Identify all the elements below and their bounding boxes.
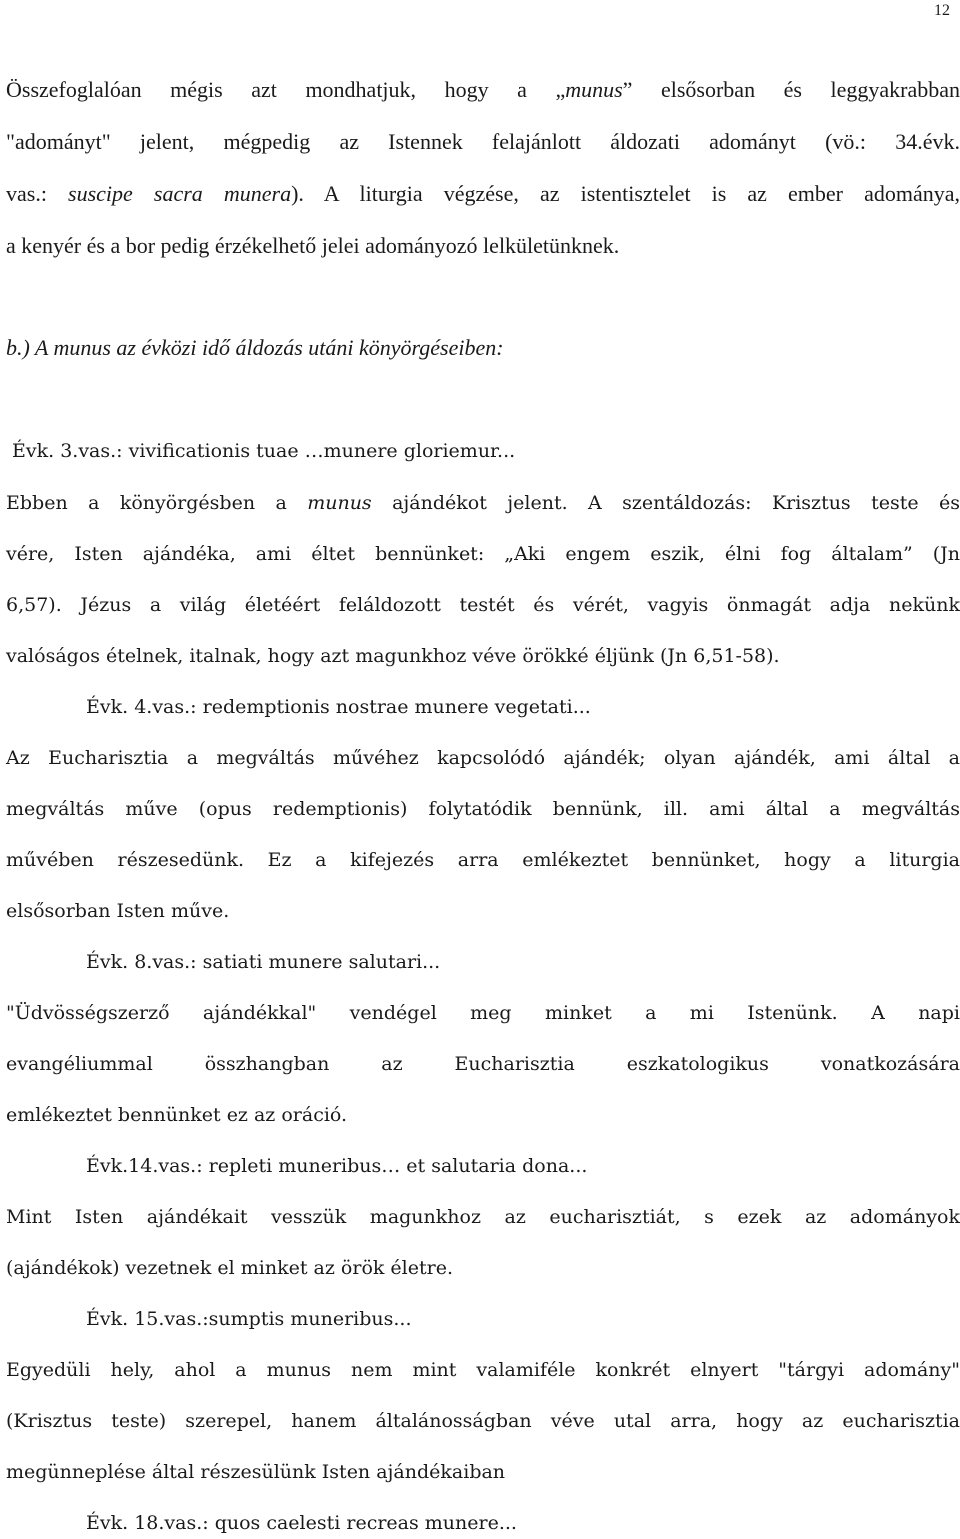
body-line: "Üdvösségszerző ajándékkal" vendégel meg minket a mi Istenünk. A napi: [6, 1002, 960, 1024]
intro-line-1: Összefoglalóan mégis azt mondhatjuk, hogy a „munus” elsősorban és leggyakrabban: [6, 77, 960, 102]
intro-line-4: a kenyér és a bor pedig érzékelhető jelei adományozó lelkületünknek.: [6, 233, 620, 258]
reference-line: Évk.14.vas.: repleti muneribus… et salutaria dona...: [86, 1155, 588, 1177]
body-line: megváltás műve (opus redemptionis) folytatódik bennünk, ill. ami által a megváltás: [6, 798, 960, 820]
body-line: (ajándékok) vezetnek el minket az örök életre.: [6, 1257, 454, 1279]
intro-line-2: "adományt" jelent, mégpedig az Istennek felajánlott áldozati adományt (vö.: 34.évk.: [6, 129, 960, 154]
body-line: valóságos ételnek, italnak, hogy azt magunkhoz véve örökké éljünk (Jn 6,51-58).: [6, 645, 780, 667]
body-line: Mint Isten ajándékait vesszük magunkhoz az eucharisztiát, s ezek az adományok: [6, 1206, 960, 1228]
body-line: művében részesedünk. Ez a kifejezés arra emlékeztet bennünket, hogy a liturgia: [6, 849, 960, 871]
page-number: 12: [934, 2, 950, 19]
section-heading: b.) A munus az évközi idő áldozás utáni könyörgéseiben:: [6, 335, 504, 360]
body-line: 6,57). Jézus a világ életéért feláldozott testét és vérét, vagyis önmagát adja nekünk: [6, 594, 960, 616]
italic-term: munus: [565, 77, 623, 102]
italic-term: munus: [307, 492, 372, 514]
reference-line: Évk. 15.vas.:sumptis muneribus...: [86, 1308, 412, 1330]
intro-line-3: vas.: suscipe sacra munera). A liturgia végzése, az istentisztelet is az ember adománya,: [6, 181, 960, 206]
body-line: Az Eucharisztia a megváltás művéhez kapcsolódó ajándék; olyan ajándék, ami által a: [6, 747, 960, 769]
body-line: elsősorban Isten műve.: [6, 900, 230, 922]
reference-line: Évk. 4.vas.: redemptionis nostrae munere vegetati...: [86, 696, 591, 718]
body-line: megünneplése által részesülünk Isten ajándékaiban: [6, 1461, 506, 1483]
body-line: (Krisztus teste) szerepel, hanem általánosságban véve utal arra, hogy az eucharisztia: [6, 1410, 960, 1432]
reference-line: Évk. 18.vas.: quos caelesti recreas munere...: [86, 1512, 517, 1534]
body-line: Egyedüli hely, ahol a munus nem mint valamiféle konkrét elnyert "tárgyi adomány": [6, 1359, 960, 1381]
italic-term: suscipe sacra munera: [68, 181, 292, 206]
body-line: evangéliummal összhangban az Eucharisztia eszkatologikus vonatkozására: [6, 1053, 960, 1075]
body-line: Ebben a könyörgésben a munus ajándékot jelent. A szentáldozás: Krisztus teste és: [6, 492, 960, 514]
body-line: emlékeztet bennünket ez az oráció.: [6, 1104, 348, 1126]
body-line: vére, Isten ajándéka, ami éltet bennünket: „Aki engem eszik, élni fog általam” (Jn: [6, 543, 960, 565]
reference-line: Évk. 3.vas.: vivificationis tuae …munere gloriemur...: [12, 440, 516, 462]
reference-line: Évk. 8.vas.: satiati munere salutari...: [86, 951, 441, 973]
